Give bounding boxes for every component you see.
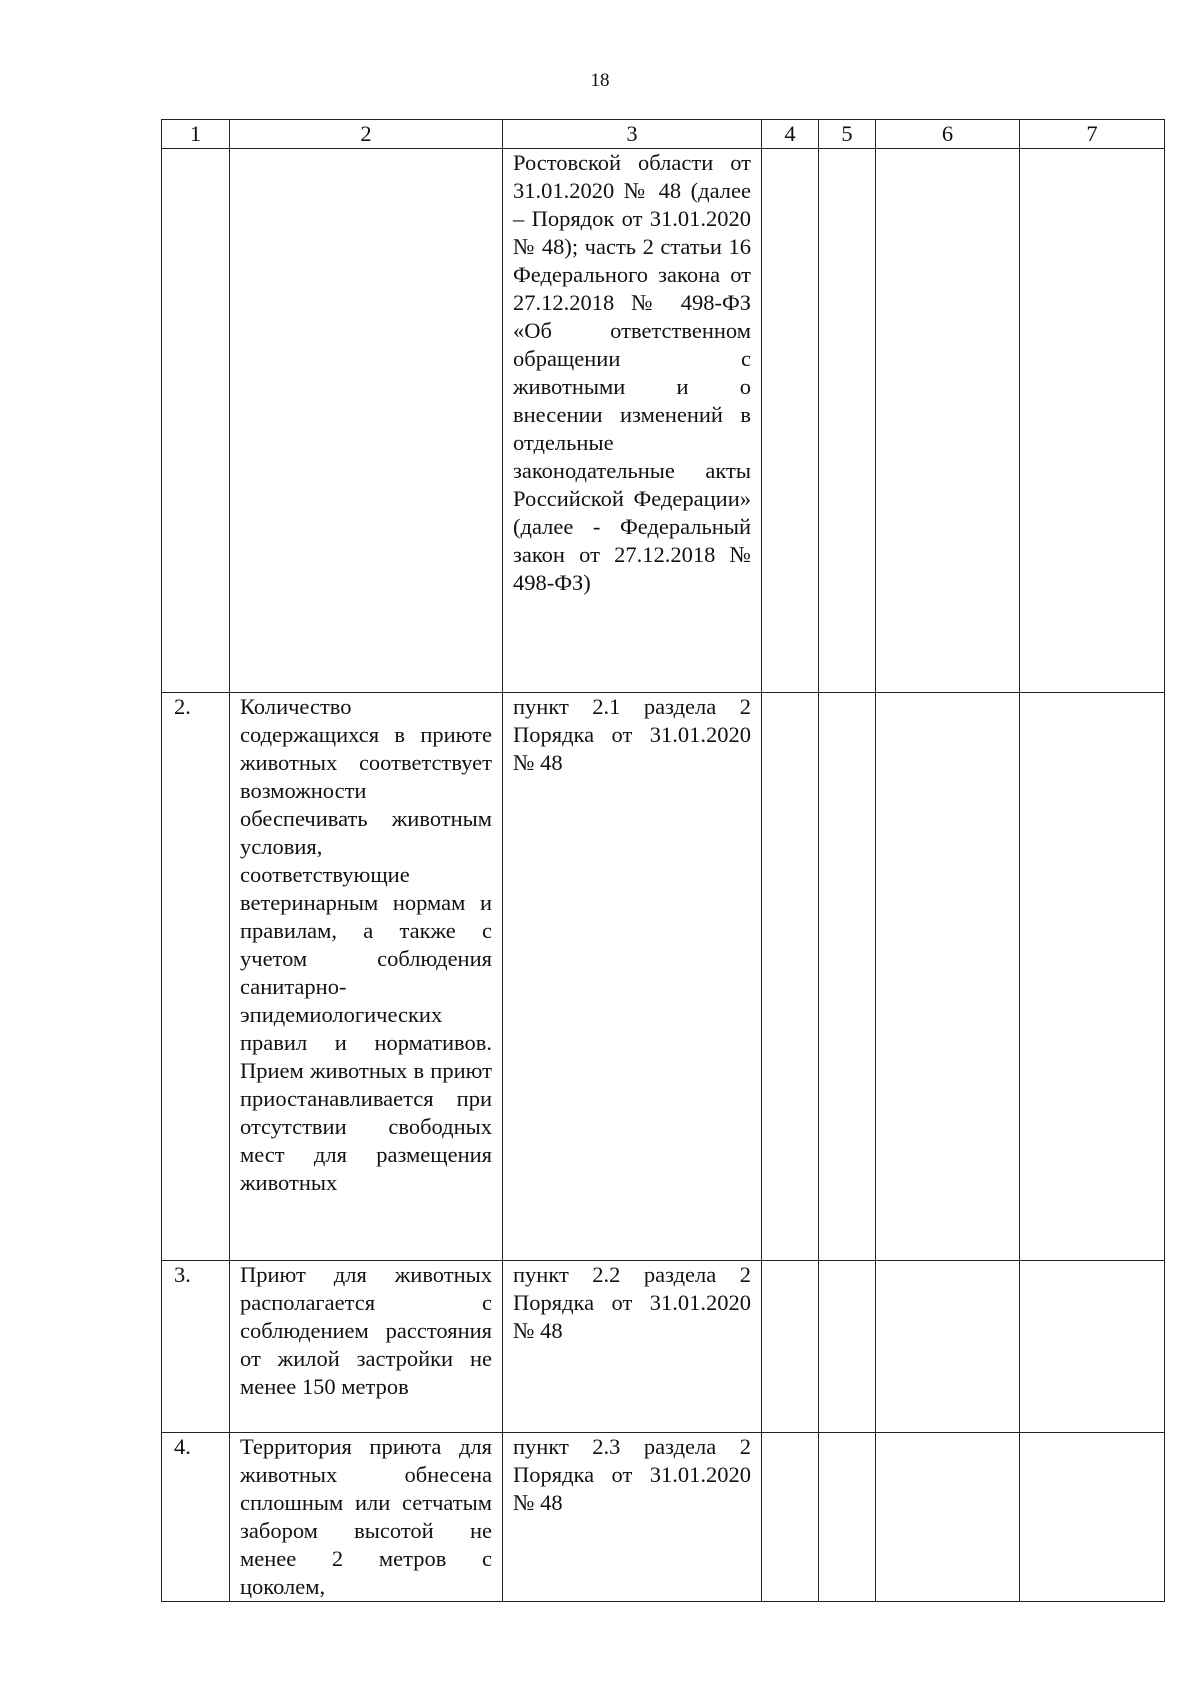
- reference-cell: пункт 2.1 раздела 2 Порядка от 31.01.2020 № 48: [503, 693, 762, 1261]
- cell-col-6: [876, 1261, 1020, 1433]
- cell-col-5: [819, 149, 876, 693]
- reference-cell: Ростовской области от 31.01.2020 № 48 (далее – Порядок от 31.01.2020 № 48); часть 2 статьи 16 Федерального закона от 27.12.2018 № 498-ФЗ «Об ответственном обращении с животными и о внесении изменений в отдельные законодательные акты Российской Федерации» (далее - Федеральный закон от 27.12.2018 № 498-ФЗ): [503, 149, 762, 693]
- inspection-table: [161, 119, 1165, 1602]
- cell-col-7: [1020, 1433, 1165, 1602]
- requirement-cell: Количество содержащихся в приюте животных соответствует возможности обеспечивать животным условия, соответствующие ветеринарным нормам и правилам, а также с учетом соблюдения санитарно-эпидемиологических правил и нормативов. Прием животных в приют приостанавливается при отсутствии свободных мест для размещения животных: [230, 693, 503, 1261]
- table-header-row: [162, 120, 1165, 149]
- column-header-1: 1: [162, 120, 230, 149]
- requirement-cell: Приют для животных располагается с соблюдением расстояния от жилой застройки не менее 150 метров: [230, 1261, 503, 1433]
- row-number: 4.: [162, 1433, 230, 1602]
- cell-col-7: [1020, 149, 1165, 693]
- table-row: [162, 149, 1165, 693]
- reference-cell: пункт 2.3 раздела 2 Порядка от 31.01.2020 № 48: [503, 1433, 762, 1602]
- cell-col-4: [762, 1261, 819, 1433]
- column-header-7: 7: [1020, 120, 1165, 149]
- requirement-cell: Территория приюта для животных обнесена сплошным или сетчатым забором высотой не менее 2 метров с цоколем,: [230, 1433, 503, 1602]
- column-header-3: 3: [503, 120, 762, 149]
- cell-col-5: [819, 693, 876, 1261]
- column-header-2: 2: [230, 120, 503, 149]
- column-header-5: 5: [819, 120, 876, 149]
- cell-col-6: [876, 1433, 1020, 1602]
- cell-col-4: [762, 1433, 819, 1602]
- column-header-4: 4: [762, 120, 819, 149]
- row-number: [162, 149, 230, 693]
- cell-col-4: [762, 693, 819, 1261]
- table-row: [162, 1261, 1165, 1433]
- table-row: [162, 1433, 1165, 1602]
- row-number: 2.: [162, 693, 230, 1261]
- row-number: 3.: [162, 1261, 230, 1433]
- page-number: 18: [590, 70, 610, 91]
- cell-col-5: [819, 1433, 876, 1602]
- table-row: [162, 693, 1165, 1261]
- cell-col-6: [876, 149, 1020, 693]
- cell-col-6: [876, 693, 1020, 1261]
- reference-cell: пункт 2.2 раздела 2 Порядка от 31.01.2020 № 48: [503, 1261, 762, 1433]
- requirement-cell: [230, 149, 503, 693]
- column-header-6: 6: [876, 120, 1020, 149]
- cell-col-5: [819, 1261, 876, 1433]
- cell-col-7: [1020, 1261, 1165, 1433]
- cell-col-4: [762, 149, 819, 693]
- cell-col-7: [1020, 693, 1165, 1261]
